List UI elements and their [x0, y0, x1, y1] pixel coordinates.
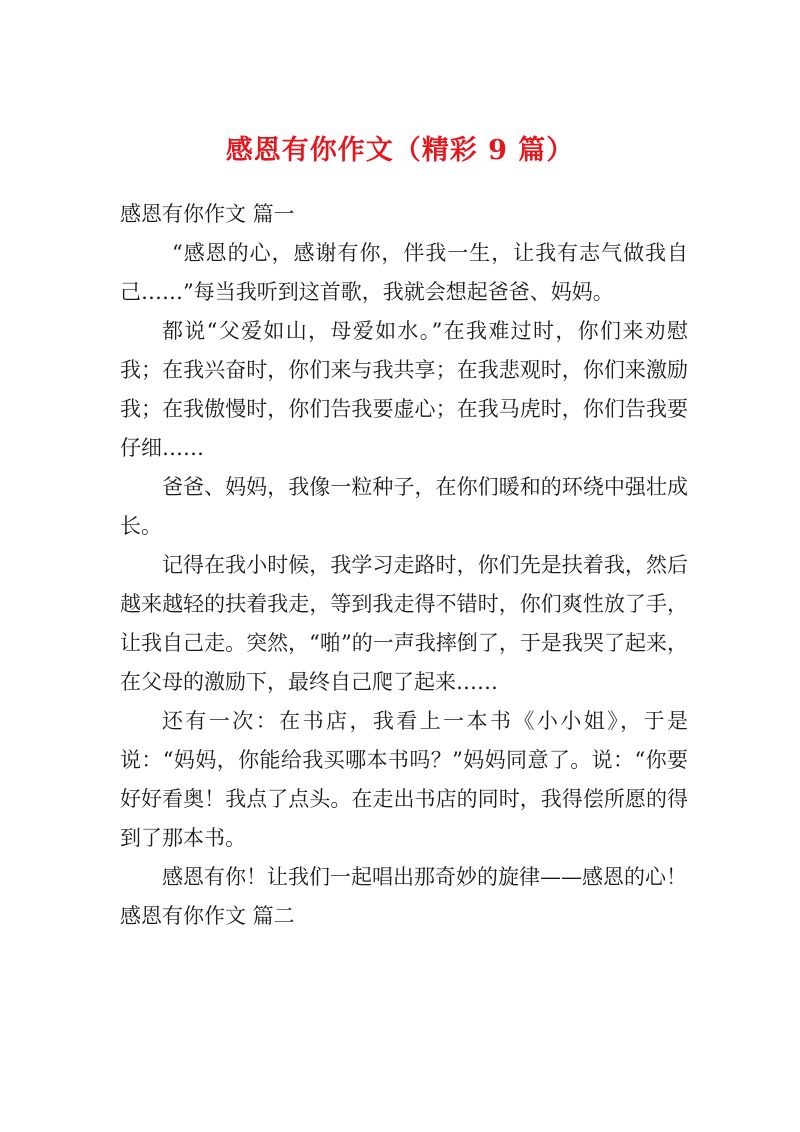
paragraph-2: 都说“父爱如山，母爱如水。”在我难过时，你们来劝慰我；在我兴奋时，你们来与我共享；在我悲观时，你们来激励我；在我傲慢时，你们告我要虚心；在我马虎时，你们告我要仔细……	[120, 319, 688, 460]
paragraph-6: 感恩有你！让我们一起唱出那奇妙的旋律——感恩的心！	[162, 865, 687, 889]
section-heading-2: 感恩有你作文 篇二	[120, 904, 295, 928]
paragraph-3: 爸爸、妈妈，我像一粒种子，在你们暖和的环绕中强壮成长。	[120, 475, 688, 538]
paragraph-5: 还有一次：在书店，我看上一本书《小小姐》，于是说：“妈妈，你能给我买哪本书吗？”妈妈同意了。说：“你要好好看奥！我点了点头。在走出书店的同时，我得偿所愿的得到了那本书。	[120, 709, 688, 850]
section-heading-1: 感恩有你作文 篇一	[120, 202, 295, 226]
document-body	[120, 195, 688, 936]
paragraph-4: 记得在我小时候，我学习走路时，你们先是扶着我，然后越来越轻的扶着我走，等到我走得不错时，你们爽性放了手，让我自己走。突然，“啪”的一声我摔倒了，于是我哭了起来，在父母的激励下，最终自己爬了起来……	[120, 553, 688, 694]
document-title: 感恩有你作文（精彩 9 篇）	[225, 135, 575, 166]
paragraph-1: “感恩的心，感谢有你，伴我一生，让我有志气做我自己……”每当我听到这首歌，我就会想起爸爸、妈妈。	[120, 241, 688, 304]
